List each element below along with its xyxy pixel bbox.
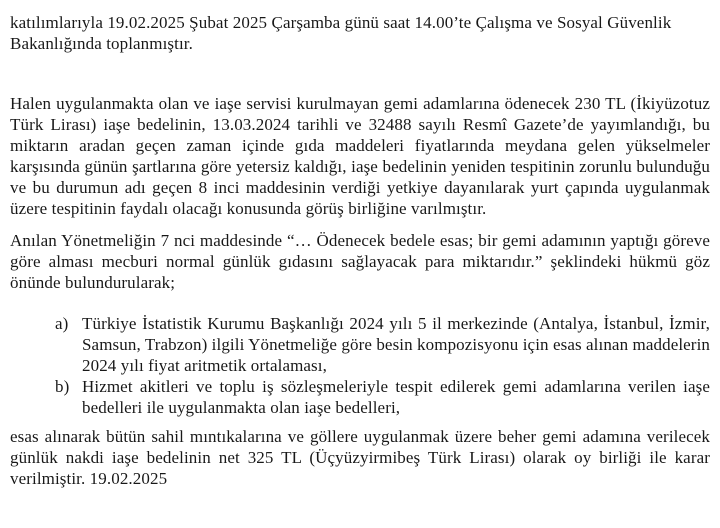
- criteria-list: [10, 313, 710, 418]
- paragraph-regulation-article-quote: Anılan Yönetmeliğin 7 nci maddesinde “… Ödenecek bedele esas; bir gemi adamının yaptığı göreve göre alması mecburi normal günlük gıdasını sağlayacak para miktarıdır.” şeklindeki hükmü göz önünde bulundurularak;: [10, 231, 710, 292]
- list-item-a-text: Türkiye İstatistik Kurumu Başkanlığı 2024 yılı 5 il merkezinde (Antalya, İstanbul, İzmir, Samsun, Trabzon) ilgili Yönetmeliğe göre besin kompozisyonu için esas alınan maddelerin 2024 yılı fiyat aritmetik ortalaması,: [82, 314, 710, 375]
- paragraph-final-decision: esas alınarak bütün sahil mıntıkalarına ve göllere uygulanmak üzere beher gemi adamına verilecek günlük nakdi iaşe bedelinin net 325 TL (Üçyüzyirmibeş Türk Lirası) olarak oy birliği ile karar verilmiştir. 19.02.2025: [10, 427, 710, 488]
- list-item-b-text: Hizmet akitleri ve toplu iş sözleşmeleriyle tespit edilerek gemi adamlarına verilen iaşe bedelleri ile uygulanmakta olan iaşe bedelleri,: [82, 377, 710, 417]
- paragraph-allowance-review: Halen uygulanmakta olan ve iaşe servisi kurulmayan gemi adamlarına ödenecek 230 TL (İkiyüzotuz Türk Lirası) iaşe bedelinin, 13.03.2024 tarihli ve 32488 sayılı Resmî Gazete’de yayımlandığı, bu miktarın aradan geçen zaman içinde gıda maddeleri fiyatlarında meydana gelen yükselmeler karşısında günün şartlarına göre yetersiz kaldığı, iaşe bedelinin yeniden tespitinin zorunlu bulunduğu ve bu durumun adı geçen 8 inci maddesinin verdiği yetkiye dayanılarak yurt çapında uygulanmak üzere tespitinin faydalı olacağı konusunda görüş birliğine varılmıştır.: [10, 94, 710, 218]
- list-marker-b: b): [55, 377, 70, 396]
- list-item-b: [55, 376, 710, 418]
- list-item-a: [55, 313, 710, 376]
- paragraph-meeting-date: katılımlarıyla 19.02.2025 Şubat 2025 Çarşamba günü saat 14.00’te Çalışma ve Sosyal Güvenlik Bakanlığında toplanmıştır.: [10, 13, 672, 53]
- list-marker-a: a): [55, 314, 69, 333]
